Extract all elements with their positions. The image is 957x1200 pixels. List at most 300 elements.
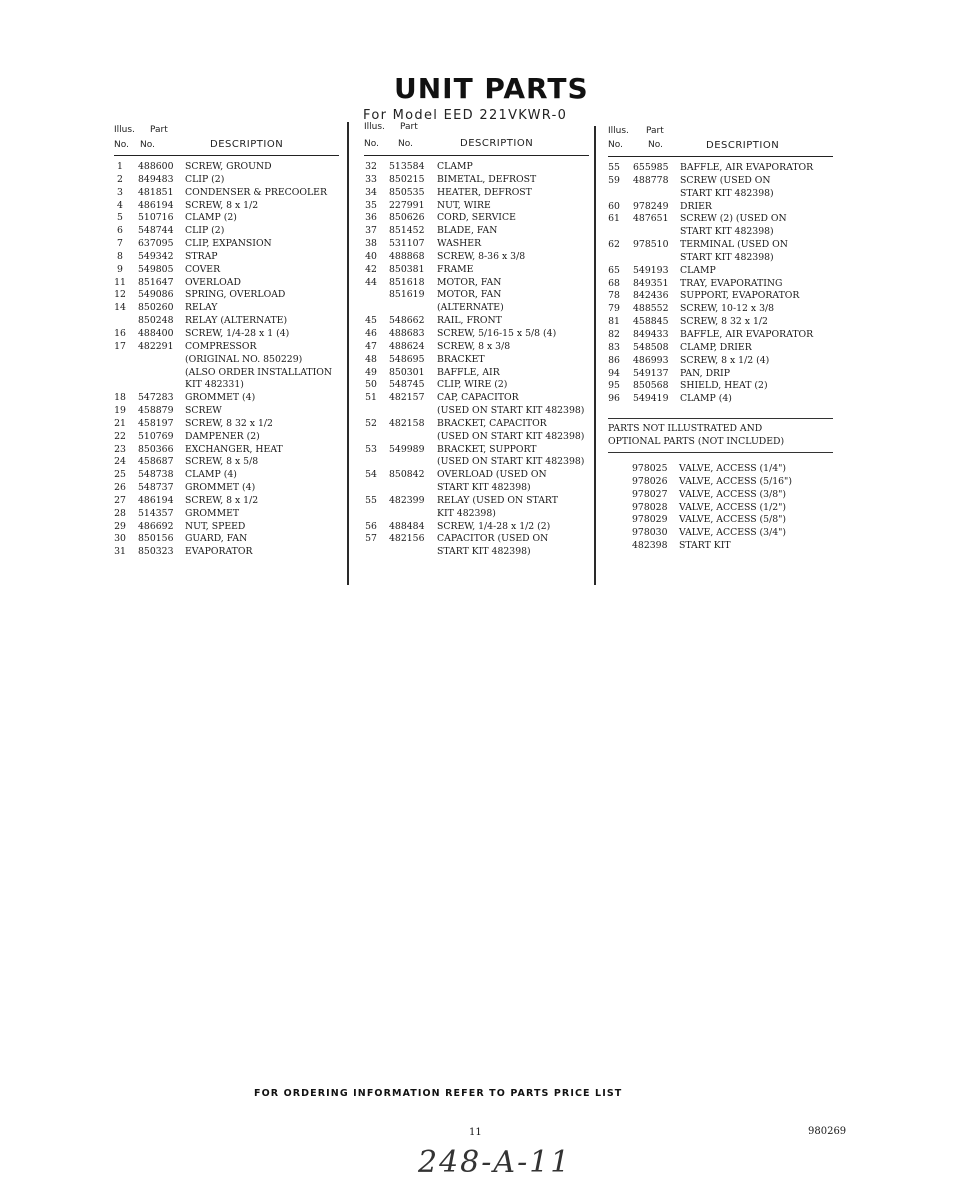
table-row (608, 239, 833, 252)
part-number: 482399 (389, 494, 425, 506)
part-description: BRACKET, CAPACITOR (437, 417, 547, 429)
part-description: BRACKET, SUPPORT (437, 443, 537, 455)
part-description: GROMMET (4) (185, 392, 256, 404)
illus-number: 22 (114, 430, 126, 442)
part-description: (ORIGINAL NO. 850229) (185, 353, 303, 365)
part-number: 548662 (389, 315, 425, 327)
part-description: NUT, WIRE (437, 199, 491, 211)
not-illustrated-heading-line: OPTIONAL PARTS (NOT INCLUDED) (608, 435, 785, 447)
part-description: CLAMP (4) (185, 469, 237, 481)
illus-number: 5 (117, 212, 123, 224)
illus-number: 55 (365, 494, 377, 506)
part-description: (USED ON START KIT 482398) (437, 405, 585, 417)
table-row (114, 405, 339, 418)
part-description: BLADE, FAN (437, 225, 498, 237)
part-description: GROMMET (185, 507, 240, 519)
part-description: OVERLOAD (185, 276, 241, 288)
part-number: 488484 (389, 520, 425, 532)
illus-number: 8 (117, 250, 123, 262)
table-row (114, 456, 339, 469)
table-row (114, 238, 339, 251)
illus-number: 1 (117, 161, 123, 172)
part-number: 510716 (138, 212, 174, 224)
part-description: SCREW, 8 x 1/2 (185, 494, 259, 506)
part-number: 482158 (389, 417, 425, 429)
table-row (608, 342, 833, 355)
header-rule (364, 155, 589, 156)
illus-number: 32 (365, 161, 377, 172)
illus-number: 7 (117, 238, 123, 250)
part-label: Part (400, 122, 418, 132)
table-row (364, 251, 589, 264)
table-row (114, 251, 339, 264)
table-row (114, 161, 339, 174)
part-number: 548745 (389, 379, 425, 391)
table-row (364, 495, 589, 508)
page-title: UNIT PARTS (394, 72, 589, 105)
part-description: VALVE, ACCESS (5/16") (679, 475, 792, 487)
illus-number: 48 (365, 353, 377, 365)
optional-parts-list (608, 463, 833, 553)
column-header (608, 126, 833, 156)
illus-number: 30 (114, 533, 126, 545)
illus-number: 2 (117, 173, 123, 185)
no-label: No. (114, 140, 129, 150)
table-row (608, 527, 833, 540)
table-row (364, 200, 589, 213)
table-row (608, 303, 833, 316)
illus-number: 49 (365, 366, 377, 378)
part-number: 978026 (632, 475, 668, 487)
part-description: KIT 482398) (437, 507, 496, 519)
parts-column-3 (608, 126, 833, 553)
table-row (114, 508, 339, 521)
table-row (608, 502, 833, 515)
part-number: 486692 (138, 520, 174, 532)
part-description: CLAMP (680, 264, 716, 276)
column-divider-left (347, 122, 349, 585)
part-number: 851619 (389, 289, 425, 301)
table-row (364, 161, 589, 174)
part-number: 482157 (389, 392, 425, 404)
part-number: 851618 (389, 276, 425, 288)
table-row (364, 277, 589, 290)
part-number: 486194 (138, 494, 174, 506)
part-description: SCREW (2) (USED ON (680, 213, 787, 225)
part-description: GUARD, FAN (185, 533, 248, 545)
part-description: START KIT 482398) (437, 546, 531, 558)
table-row (114, 328, 339, 341)
page-number: 11 (469, 1127, 482, 1138)
part-number: 549805 (138, 263, 174, 275)
part-description: OVERLOAD (USED ON (437, 469, 547, 481)
table-row (364, 264, 589, 277)
table-row (364, 212, 589, 225)
part-description: MOTOR, FAN (437, 276, 502, 288)
no-label: No. (364, 139, 379, 149)
part-description: (USED ON START KIT 482398) (437, 430, 585, 442)
illus-number: 45 (365, 315, 377, 327)
part-description: NUT, SPEED (185, 520, 246, 532)
part-description: BAFFLE, AIR EVAPORATOR (680, 328, 814, 340)
table-row (364, 533, 589, 546)
table-row (114, 225, 339, 238)
part-number: 978025 (632, 463, 668, 475)
not-illustrated-heading-line: PARTS NOT ILLUSTRATED AND (608, 423, 763, 435)
part-number: 488868 (389, 250, 425, 262)
part-description: SCREW, 8 32 x 1/2 (185, 417, 273, 429)
part-description: CLAMP (437, 161, 473, 172)
table-row (608, 175, 833, 188)
part-description: SCREW, 8 x 1/2 (185, 199, 259, 211)
illus-label: Illus. (114, 125, 135, 135)
parts-column-2 (364, 122, 589, 559)
part-number: 488600 (138, 161, 174, 172)
part-description: VALVE, ACCESS (5/8") (679, 514, 787, 526)
part-number: 849351 (633, 277, 669, 289)
part-number: 549342 (138, 250, 174, 262)
part-number: 549419 (633, 393, 669, 405)
illus-number: 56 (365, 520, 377, 532)
part-number: 850260 (138, 302, 174, 314)
illus-number: 83 (608, 341, 620, 353)
part-description: SCREW, 8 x 1/2 (4) (680, 354, 770, 366)
illus-number: 23 (114, 443, 126, 455)
table-row (608, 188, 833, 201)
part-description: BIMETAL, DEFROST (437, 173, 537, 185)
table-row (364, 354, 589, 367)
part-description: TRAY, EVAPORATING (680, 277, 783, 289)
illus-label: Illus. (364, 122, 385, 132)
illus-number: 96 (608, 393, 620, 405)
illus-number: 40 (365, 250, 377, 262)
illus-number: 6 (117, 225, 123, 237)
illus-number: 16 (114, 327, 126, 339)
parts-list (608, 162, 833, 406)
table-row (608, 540, 833, 553)
illus-number: 46 (365, 327, 377, 339)
part-description: WASHER (437, 238, 482, 250)
part-description: VALVE, ACCESS (3/4") (679, 527, 787, 539)
table-row (114, 367, 339, 380)
table-row (364, 225, 589, 238)
part-number: 549193 (633, 264, 669, 276)
part-description: COVER (185, 263, 221, 275)
part-number: 548744 (138, 225, 174, 237)
illus-number: 78 (608, 290, 620, 302)
illus-number: 81 (608, 316, 620, 328)
illus-number: 68 (608, 277, 620, 289)
part-description: COMPRESSOR (185, 340, 257, 352)
illus-number: 82 (608, 328, 620, 340)
illus-number: 53 (365, 443, 377, 455)
part-description: CLIP (2) (185, 173, 225, 185)
table-row (608, 463, 833, 476)
part-description: SHIELD, HEAT (2) (680, 380, 768, 392)
part-number: 481851 (138, 186, 174, 198)
document-code: 980269 (808, 1126, 847, 1137)
illus-label: Illus. (608, 126, 629, 136)
part-description: MOTOR, FAN (437, 289, 502, 301)
part-no-label: No. (648, 140, 663, 150)
part-number: 549989 (389, 443, 425, 455)
part-number: 458879 (138, 405, 174, 417)
part-description: SCREW, 8-36 x 3/8 (437, 250, 526, 262)
part-number: 637095 (138, 238, 174, 250)
table-row (114, 302, 339, 315)
illus-number: 38 (365, 238, 377, 250)
part-number: 849433 (633, 328, 669, 340)
part-description: BAFFLE, AIR EVAPORATOR (680, 162, 814, 173)
part-number: 488683 (389, 327, 425, 339)
not-illustrated-heading (608, 418, 833, 453)
table-row (114, 354, 339, 367)
part-description: SUPPORT, EVAPORATOR (680, 290, 800, 302)
illus-number: 34 (365, 186, 377, 198)
illus-number: 29 (114, 520, 126, 532)
illus-number: 21 (114, 417, 126, 429)
table-row (114, 418, 339, 431)
part-number: 978027 (632, 488, 668, 500)
illus-number: 19 (114, 405, 126, 417)
part-number: 488778 (633, 174, 669, 186)
part-description: SCREW, 5/16-15 x 5/8 (4) (437, 327, 557, 339)
table-row (114, 174, 339, 187)
part-no-label: No. (140, 140, 155, 150)
part-description: CAP, CAPACITOR (437, 392, 519, 404)
table-row (364, 521, 589, 534)
part-description: CAPACITOR (USED ON (437, 533, 549, 545)
description-label: DESCRIPTION (706, 140, 780, 151)
table-row (608, 355, 833, 368)
table-row (608, 213, 833, 226)
table-row (364, 315, 589, 328)
illus-number: 79 (608, 303, 620, 315)
illus-number: 24 (114, 456, 126, 468)
table-row (364, 482, 589, 495)
illus-number: 62 (608, 239, 620, 251)
part-description: HEATER, DEFROST (437, 186, 532, 198)
part-description: CORD, SERVICE (437, 212, 516, 224)
part-description: SCREW, GROUND (185, 161, 272, 172)
illus-number: 50 (365, 379, 377, 391)
table-row (114, 469, 339, 482)
part-description: VALVE, ACCESS (3/8") (679, 488, 787, 500)
illus-number: 65 (608, 264, 620, 276)
table-row (114, 392, 339, 405)
part-description: SCREW, 8 x 5/8 (185, 456, 259, 468)
illus-number: 11 (114, 276, 126, 288)
part-number: 547283 (138, 392, 174, 404)
illus-number: 17 (114, 340, 126, 352)
illus-number: 42 (365, 263, 377, 275)
part-number: 458845 (633, 316, 669, 328)
part-description: VALVE, ACCESS (1/2") (679, 501, 787, 513)
illus-number: 35 (365, 199, 377, 211)
part-description: (ALSO ORDER INSTALLATION (185, 366, 333, 378)
table-row (364, 444, 589, 457)
part-number: 549086 (138, 289, 174, 301)
table-row (114, 495, 339, 508)
part-description: CLAMP, DRIER (680, 341, 752, 353)
illus-number: 4 (117, 199, 123, 211)
table-row (364, 289, 589, 302)
table-row (114, 431, 339, 444)
part-number: 548738 (138, 469, 174, 481)
part-number: 488624 (389, 340, 425, 352)
part-description: CLIP, EXPANSION (185, 238, 272, 250)
ordering-note: FOR ORDERING INFORMATION REFER TO PARTS PRICE LIST (254, 1088, 623, 1099)
part-number: 482398 (632, 540, 668, 552)
part-number: 488400 (138, 327, 174, 339)
part-number: 850156 (138, 533, 174, 545)
part-description: START KIT 482398) (680, 251, 774, 263)
table-row (608, 278, 833, 291)
table-row (114, 533, 339, 546)
illus-number: 51 (365, 392, 377, 404)
part-description: EVAPORATOR (185, 546, 253, 558)
part-number: 482291 (138, 340, 174, 352)
table-row (114, 521, 339, 534)
part-number: 548737 (138, 482, 174, 494)
part-number: 531107 (389, 238, 425, 250)
part-number: 850535 (389, 186, 425, 198)
part-description: DAMPENER (2) (185, 430, 260, 442)
part-number: 851452 (389, 225, 425, 237)
table-row (364, 379, 589, 392)
illus-number: 31 (114, 546, 126, 558)
part-description: VALVE, ACCESS (1/4") (679, 463, 787, 475)
table-row (364, 328, 589, 341)
table-row (114, 482, 339, 495)
illus-number: 37 (365, 225, 377, 237)
illus-number: 33 (365, 173, 377, 185)
description-label: DESCRIPTION (210, 139, 284, 150)
parts-list (364, 161, 589, 559)
part-number: 850568 (633, 380, 669, 392)
part-number: 458687 (138, 456, 174, 468)
table-row (608, 514, 833, 527)
illus-number: 55 (608, 162, 620, 173)
part-number: 978249 (633, 200, 669, 212)
table-row (114, 379, 339, 392)
table-row (364, 456, 589, 469)
table-row (608, 380, 833, 393)
part-description: RELAY (ALTERNATE) (185, 315, 288, 327)
illus-number: 27 (114, 494, 126, 506)
header-rule (608, 156, 833, 157)
part-no-label: No. (398, 139, 413, 149)
table-row (114, 212, 339, 225)
illus-number: 47 (365, 340, 377, 352)
table-row (364, 367, 589, 380)
part-description: GROMMET (4) (185, 482, 256, 494)
illus-number: 26 (114, 482, 126, 494)
illus-number: 86 (608, 354, 620, 366)
part-description: DRIER (680, 200, 712, 212)
part-description: CLIP, WIRE (2) (437, 379, 508, 391)
model-subtitle: For Model EED 221VKWR-0 (363, 108, 568, 123)
table-row (364, 341, 589, 354)
table-row (114, 277, 339, 290)
illus-number: 54 (365, 469, 377, 481)
table-row (608, 265, 833, 278)
handwritten-note: 248-A-11 (418, 1145, 572, 1180)
part-description: STRAP (185, 250, 218, 262)
table-row (608, 290, 833, 303)
part-number: 849483 (138, 173, 174, 185)
parts-list (114, 161, 339, 559)
part-description: SCREW (USED ON (680, 174, 771, 186)
column-header (114, 125, 339, 155)
part-description: CLIP (2) (185, 225, 225, 237)
table-row (608, 162, 833, 175)
part-description: CLAMP (2) (185, 212, 237, 224)
part-number: 487651 (633, 213, 669, 225)
part-number: 513584 (389, 161, 425, 172)
table-row (364, 431, 589, 444)
part-number: 842436 (633, 290, 669, 302)
part-description: START KIT 482398) (680, 226, 774, 238)
part-number: 978510 (633, 239, 669, 251)
part-number: 850842 (389, 469, 425, 481)
part-number: 488552 (633, 303, 669, 315)
part-description: BRACKET (437, 353, 485, 365)
column-divider-right (594, 126, 596, 585)
no-label: No. (608, 140, 623, 150)
part-number: 486993 (633, 354, 669, 366)
illus-number: 28 (114, 507, 126, 519)
part-description: BAFFLE, AIR (437, 366, 500, 378)
table-row (608, 226, 833, 239)
illus-number: 36 (365, 212, 377, 224)
illus-number: 3 (117, 186, 123, 198)
part-description: (ALTERNATE) (437, 302, 504, 314)
part-number: 850626 (389, 212, 425, 224)
part-description: START KIT 482398) (437, 482, 531, 494)
part-number: 548508 (633, 341, 669, 353)
part-description: RELAY (185, 302, 218, 314)
part-description: START KIT (679, 540, 731, 552)
part-label: Part (646, 126, 664, 136)
illus-number: 94 (608, 367, 620, 379)
table-row (114, 315, 339, 328)
table-row (114, 444, 339, 457)
part-description: SCREW, 8 32 x 1/2 (680, 316, 768, 328)
description-label: DESCRIPTION (460, 138, 534, 149)
part-number: 978028 (632, 501, 668, 513)
part-description: SCREW, 10-12 x 3/8 (680, 303, 775, 315)
part-description: TERMINAL (USED ON (680, 239, 788, 251)
part-description: CLAMP (4) (680, 393, 732, 405)
part-description: FRAME (437, 263, 474, 275)
table-row (114, 341, 339, 354)
part-description: KIT 482331) (185, 379, 244, 391)
table-row (608, 368, 833, 381)
table-row (114, 187, 339, 200)
illus-number: 61 (608, 213, 620, 225)
part-number: 850248 (138, 315, 174, 327)
illus-number: 95 (608, 380, 620, 392)
part-number: 655985 (633, 162, 669, 173)
table-row (608, 252, 833, 265)
table-row (364, 418, 589, 431)
table-row (364, 508, 589, 521)
part-number: 850381 (389, 263, 425, 275)
part-number: 227991 (389, 199, 425, 211)
part-description: RAIL, FRONT (437, 315, 502, 327)
header-rule (114, 155, 339, 156)
